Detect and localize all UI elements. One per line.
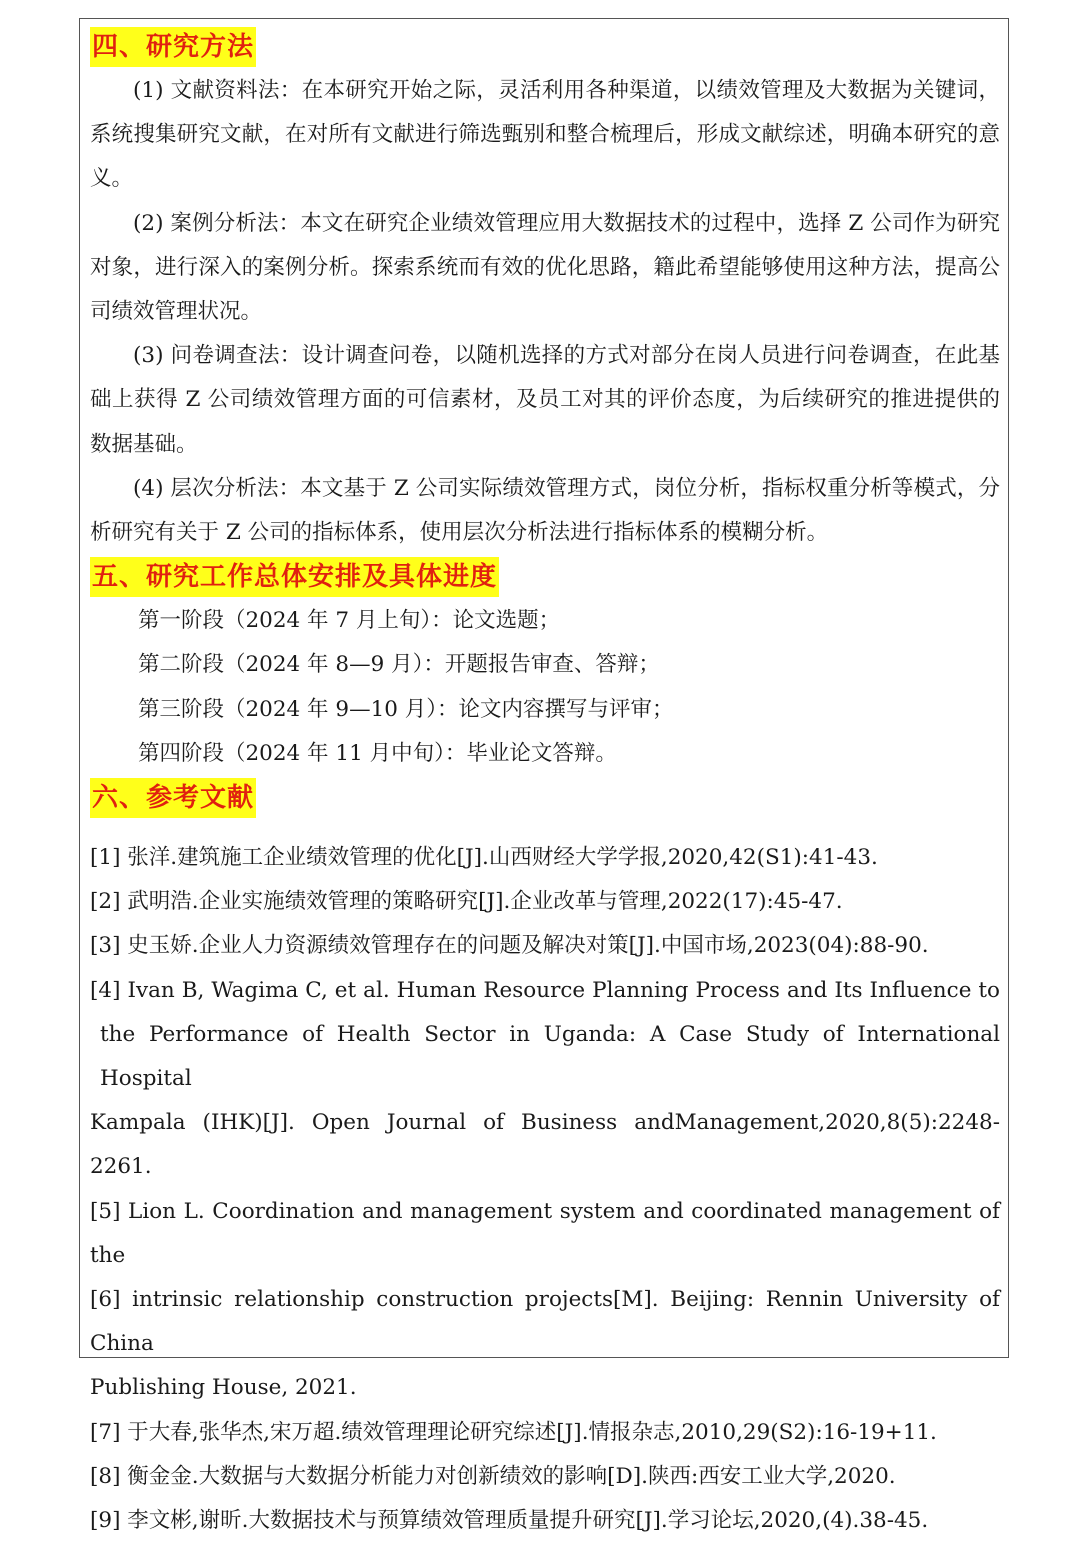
document-frame xyxy=(79,18,1009,1534)
section-heading-wrap xyxy=(90,776,1000,820)
spacer xyxy=(90,820,1000,836)
reference-line: [5] Lion L. Coordination and management system and coordinated management of the xyxy=(90,1198,1000,1268)
method-paragraph: (2) 案例分析法：本文在研究企业绩效管理应用大数据技术的过程中，选择 Z 公司作为研究对象，进行深入的案例分析。探索系统而有效的优化思路，籍此希望能够使用这种方法，提高公司绩效管理状况。 xyxy=(90,210,1000,325)
section-heading-references: 六、参考文献 xyxy=(90,778,256,818)
reference-line: [3] 史玉娇.企业人力资源绩效管理存在的问题及解决对策[J].中国市场,2023(04):88-90. xyxy=(90,933,929,959)
reference-line: [1] 张洋.建筑施工企业绩效管理的优化[J].山西财经大学学报,2020,42(S1):41-43. xyxy=(90,845,878,871)
method-paragraph: (3) 问卷调查法：设计调查问卷，以随机选择的方式对部分在岗人员进行问卷调查，在此基础上获得 Z 公司绩效管理方面的可信素材，及员工对其的评价态度，为后续研究的推进提供的数据基础。 xyxy=(90,343,1000,457)
reference-line: Publishing House, 2021. xyxy=(90,1375,357,1401)
reference-line: [2] 武明浩.企业实施绩效管理的策略研究[J].企业改革与管理,2022(17):45-47. xyxy=(90,889,843,915)
section-heading-wrap xyxy=(90,555,1000,599)
schedule-item: 第四阶段（2024 年 11 月中旬）：毕业论文答辩。 xyxy=(138,740,617,766)
schedule-item: 第一阶段（2024 年 7 月上旬）：论文选题； xyxy=(138,608,561,634)
section-heading-schedule: 五、研究工作总体安排及具体进度 xyxy=(90,557,499,597)
reference-line: [6] intrinsic relationship construction projects[M]. Beijing: Rennin University of China xyxy=(90,1287,1000,1357)
section-heading-wrap xyxy=(90,25,1000,69)
schedule-item: 第三阶段（2024 年 9—10 月）：论文内容撰写与评审； xyxy=(138,696,674,722)
reference-line: the Performance of Health Sector in Uganda: A Case Study of International Hospital xyxy=(100,1021,1000,1092)
reference-line: [7] 于大春,张华杰,宋万超.绩效管理理论研究综述[J].情报杂志,2010,29(S2):16-19+11. xyxy=(90,1419,937,1445)
section-heading-methods: 四、研究方法 xyxy=(90,27,256,67)
reference-line: [9] 李文彬,谢昕.大数据技术与预算绩效管理质量提升研究[J].学习论坛,2020,(4).38-45. xyxy=(90,1508,929,1534)
reference-line: Kampala (IHK)[J]. Open Journal of Business andManagement,2020,8(5):2248-2261. xyxy=(90,1110,1000,1180)
document-content xyxy=(90,25,1000,1543)
method-paragraph: (4) 层次分析法：本文基于 Z 公司实际绩效管理方式，岗位分析，指标权重分析等模式，分析研究有关于 Z 公司的指标体系，使用层次分析法进行指标体系的模糊分析。 xyxy=(90,475,1000,546)
reference-line: [4] Ivan B, Wagima C, et al. Human Resource Planning Process and Its Influence to xyxy=(90,977,1000,1003)
reference-line: [8] 衡金金.大数据与大数据分析能力对创新绩效的影响[D].陕西:西安工业大学,2020. xyxy=(90,1463,896,1489)
method-paragraph: (1) 文献资料法：在本研究开始之际，灵活利用各种渠道，以绩效管理及大数据为关键词，系统搜集研究文献，在对所有文献进行筛选甄别和整合梳理后，形成文献综述，明确本研究的意义。 xyxy=(90,78,1000,192)
schedule-item: 第二阶段（2024 年 8—9 月）：开题报告审查、答辩； xyxy=(138,652,660,678)
